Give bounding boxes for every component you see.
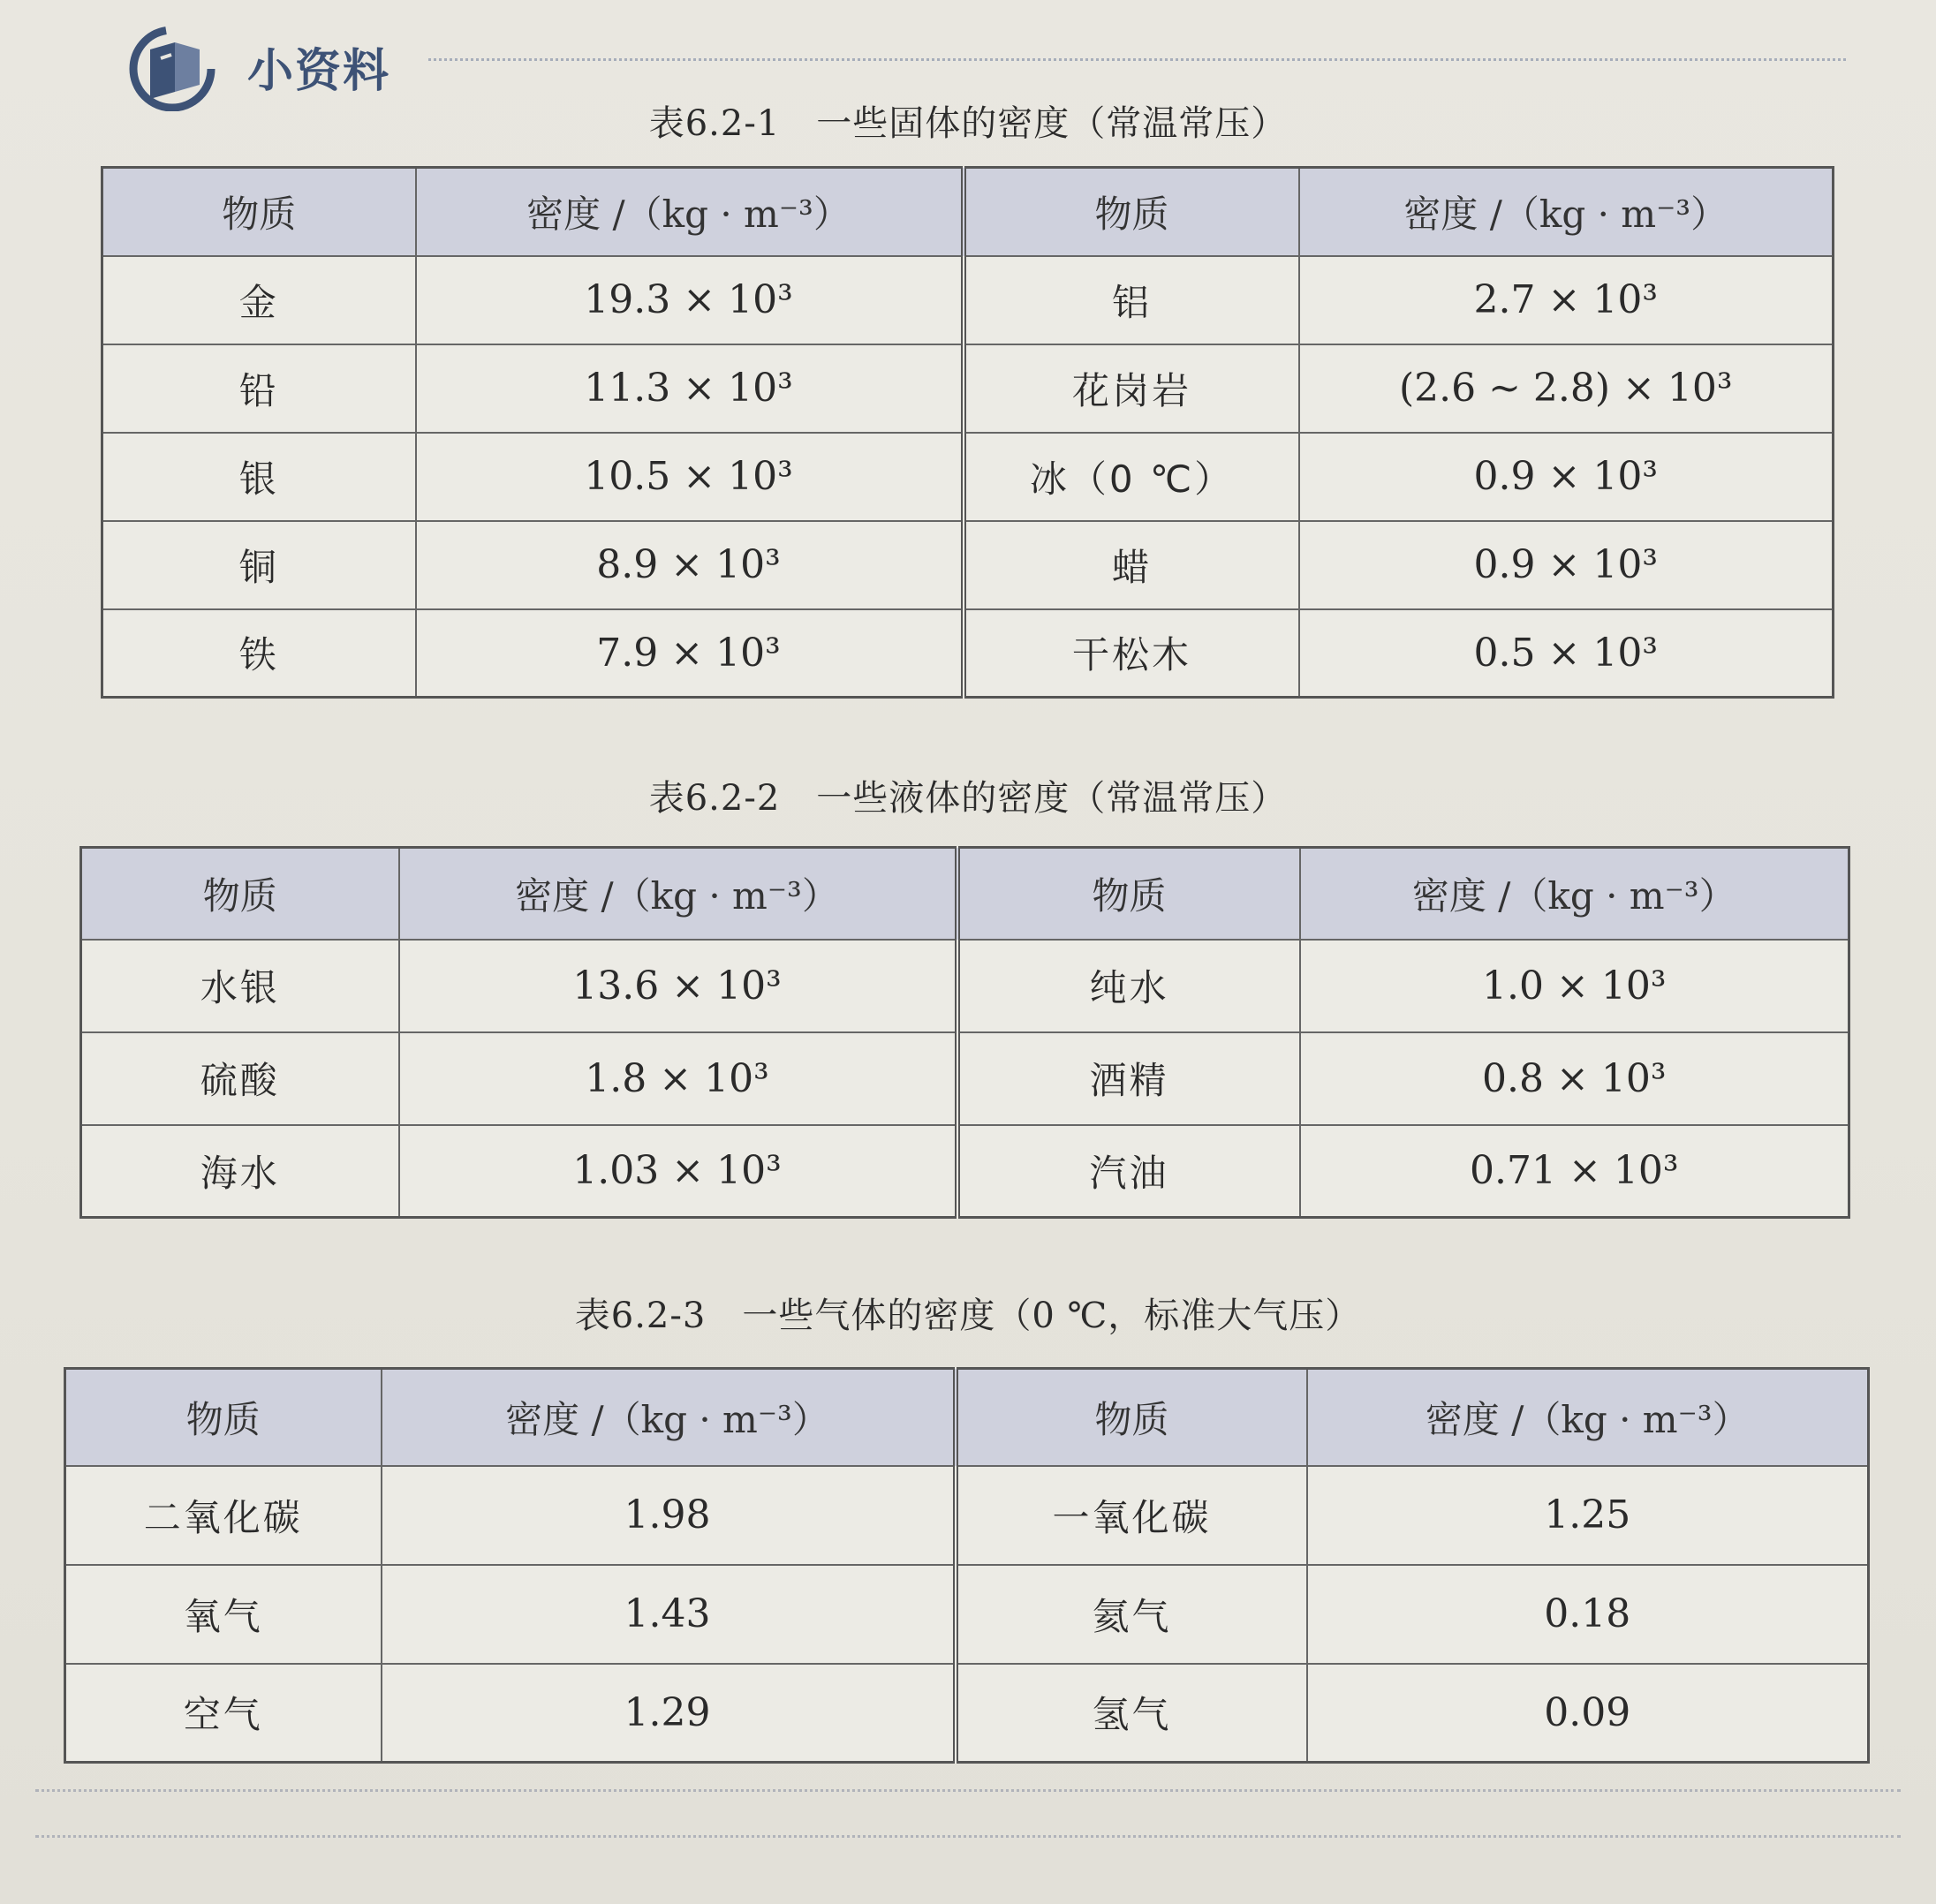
solids-density-table [101,166,1834,699]
density-cell: 0.9 × 10³ [1299,521,1834,609]
liquids-density-table [79,846,1850,1219]
header-substance: 物质 [102,168,416,256]
density-cell: 0.8 × 10³ [1300,1032,1849,1125]
density-cell: 7.9 × 10³ [416,609,964,698]
header-density: 密度 /（kg · m⁻³） [399,848,957,940]
density-cell: 8.9 × 10³ [416,521,964,609]
page-divider [35,1789,1901,1792]
table-header-row [102,168,1834,256]
density-cell: 0.09 [1307,1664,1869,1763]
table-row [81,1032,1849,1125]
substance-cell: 金 [102,256,416,344]
density-cell: 1.8 × 10³ [399,1032,957,1125]
substance-cell: 氦气 [956,1565,1307,1664]
header-density: 密度 /（kg · m⁻³） [1299,168,1834,256]
liquids-table-caption: 表6.2-2 一些液体的密度（常温常压） [648,778,1288,819]
table-row [102,433,1834,521]
substance-cell: 空气 [65,1664,382,1763]
table-row [102,521,1834,609]
substance-cell: 铝 [964,256,1299,344]
table-row [81,940,1849,1032]
section-title: 小资料 [247,45,391,98]
table-row [81,1125,1849,1218]
density-cell: 0.18 [1307,1565,1869,1664]
substance-cell: 二氧化碳 [65,1466,382,1565]
density-cell: 0.9 × 10³ [1299,433,1834,521]
density-cell: 1.25 [1307,1466,1869,1565]
table-row [65,1466,1869,1565]
density-cell: 0.71 × 10³ [1300,1125,1849,1218]
header-substance: 物质 [81,848,399,940]
substance-cell: 银 [102,433,416,521]
page-divider [35,1835,1901,1838]
header-density: 密度 /（kg · m⁻³） [1307,1369,1869,1466]
density-cell: 2.7 × 10³ [1299,256,1834,344]
table-row [102,256,1834,344]
substance-cell: 酒精 [957,1032,1300,1125]
header-substance: 物质 [964,168,1299,256]
density-cell: 10.5 × 10³ [416,433,964,521]
density-cell: 1.0 × 10³ [1300,940,1849,1032]
substance-cell: 硫酸 [81,1032,399,1125]
header-density: 密度 /（kg · m⁻³） [416,168,964,256]
header-substance: 物质 [65,1369,382,1466]
substance-cell: 氧气 [65,1565,382,1664]
table-header-row [65,1369,1869,1466]
header-density: 密度 /（kg · m⁻³） [1300,848,1849,940]
substance-cell: 蜡 [964,521,1299,609]
density-cell: 1.43 [382,1565,956,1664]
density-cell: 11.3 × 10³ [416,344,964,433]
header-substance: 物质 [957,848,1300,940]
substance-cell: 纯水 [957,940,1300,1032]
table-row [65,1565,1869,1664]
density-cell: 19.3 × 10³ [416,256,964,344]
header-density: 密度 /（kg · m⁻³） [382,1369,956,1466]
solids-table-caption: 表6.2-1 一些固体的密度（常温常压） [648,103,1288,144]
substance-cell: 汽油 [957,1125,1300,1218]
density-cell: 1.29 [382,1664,956,1763]
density-cell: 1.98 [382,1466,956,1565]
gases-density-table [64,1367,1870,1764]
table-row [102,344,1834,433]
substance-cell: 铁 [102,609,416,698]
substance-cell: 铅 [102,344,416,433]
table-header-row [81,848,1849,940]
substance-cell: 水银 [81,940,399,1032]
density-cell: 1.03 × 10³ [399,1125,957,1218]
substance-cell: 冰（0 ℃） [964,433,1299,521]
substance-cell: 一氧化碳 [956,1466,1307,1565]
substance-cell: 氢气 [956,1664,1307,1763]
substance-cell: 花岗岩 [964,344,1299,433]
density-cell: 13.6 × 10³ [399,940,957,1032]
header-divider [428,58,1846,61]
density-cell: 0.5 × 10³ [1299,609,1834,698]
substance-cell: 干松木 [964,609,1299,698]
density-cell: (2.6 ~ 2.8) × 10³ [1299,344,1834,433]
table-row [102,609,1834,698]
substance-cell: 海水 [81,1125,399,1218]
gases-table-caption: 表6.2-3 一些气体的密度（0 ℃，标准大气压） [574,1296,1362,1336]
table-row [65,1664,1869,1763]
substance-cell: 铜 [102,521,416,609]
header-substance: 物质 [956,1369,1307,1466]
